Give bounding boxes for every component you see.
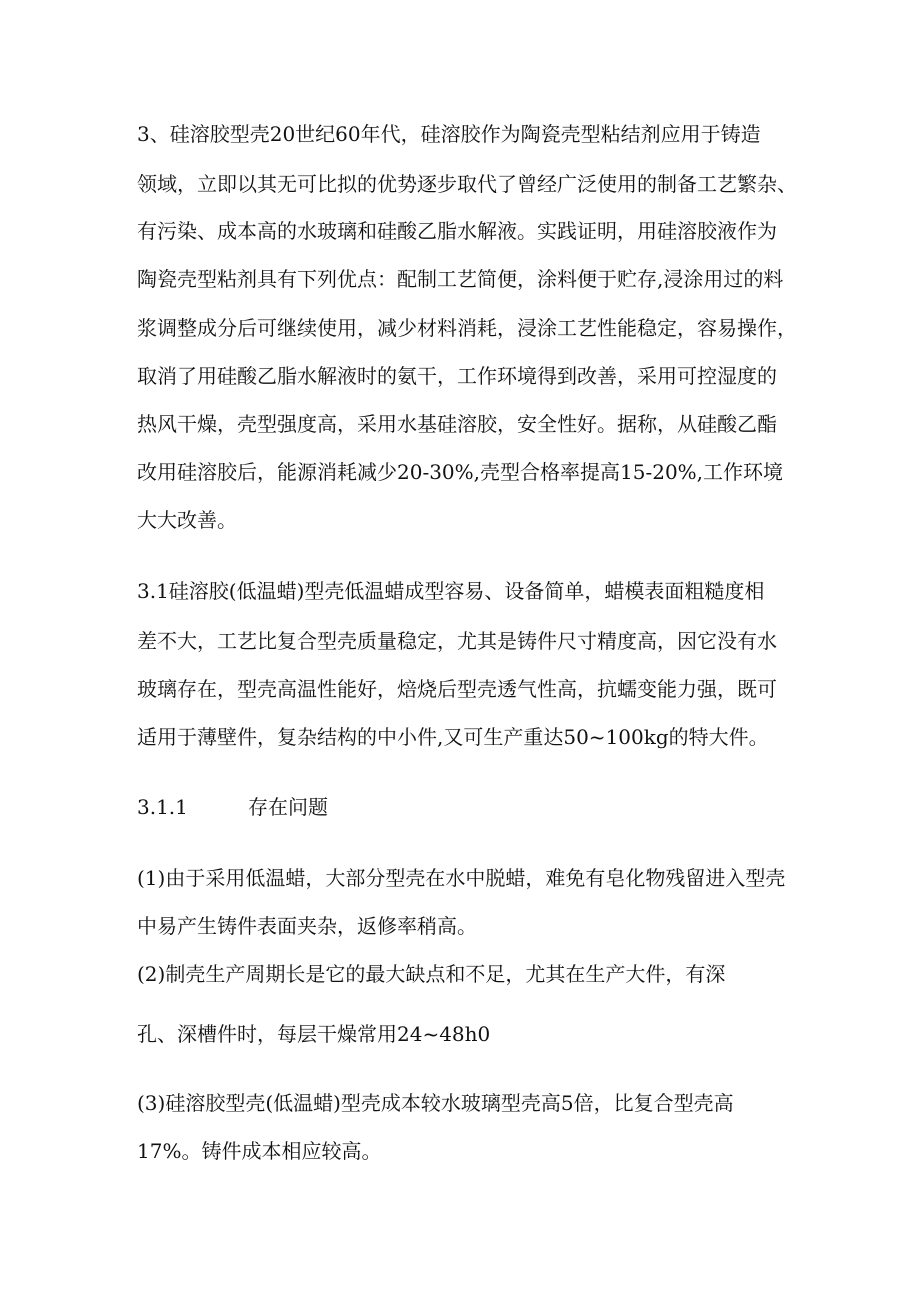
text-line: (2)制壳生产周期长是它的最大缺点和不足，尤其在生产大件，有深 [137, 962, 726, 986]
text-line: (1)由于采用低温蜡，大部分型壳在水中脱蜡，难免有皂化物残留进入型壳 [137, 866, 786, 890]
text-line: 玻璃存在，型壳高温性能好，焙烧后型壳透气性高，抗蠕变能力强，既可 [137, 677, 777, 701]
text-line: 热风干燥，壳型强度高，采用水基硅溶胶，安全性好。据称，从硅酸乙酯 [137, 412, 777, 436]
section-title: 存在问题 [248, 795, 328, 819]
text-line: 领域，立即以其无可比拟的优势逐步取代了曾经广泛使用的制备工艺繁杂、 [137, 172, 797, 196]
text-line: 17%。铸件成本相应较高。 [137, 1139, 382, 1163]
text-line: 3、硅溶胶型壳20世纪60年代，硅溶胶作为陶瓷壳型粘结剂应用于铸造 [137, 122, 761, 146]
text-line: 改用硅溶胶后，能源消耗减少20-30%,壳型合格率提高15-20%,工作环境 [137, 460, 784, 484]
text-line: 大大改善。 [137, 508, 237, 532]
text-line: 差不大，工艺比复合型壳质量稳定，尤其是铸件尺寸精度高，因它没有水 [137, 629, 777, 653]
text-line: 陶瓷壳型粘剂具有下列优点：配制工艺简便，涂料便于贮存,浸涂用过的料 [137, 267, 784, 291]
text-line: 取消了用硅酸乙脂水解液时的氨干，工作环境得到改善，采用可控湿度的 [137, 364, 777, 388]
text-line: 适用于薄壁件，复杂结构的中小件,又可生产重达50~100kg的特大件。 [137, 725, 769, 749]
section-number: 3.1.1 [137, 795, 188, 819]
text-line: 孔、深槽件时，每层干燥常用24~48h0 [137, 1022, 491, 1046]
text-line: 3.1硅溶胶(低温蜡)型壳低温蜡成型容易、设备简单，蜡模表面粗糙度相 [137, 579, 765, 603]
text-line: 浆调整成分后可继续使用，减少材料消耗，浸涂工艺性能稳定，容易操作， [137, 316, 797, 340]
text-line: 中易产生铸件表面夹杂，返修率稍高。 [137, 914, 477, 938]
text-line: 有污染、成本高的水玻璃和硅酸乙脂水解液。实践证明，用硅溶胶液作为 [137, 219, 777, 243]
text-line: (3)硅溶胶型壳(低温蜡)型壳成本较水玻璃型壳高5倍，比复合型壳高 [137, 1091, 734, 1115]
